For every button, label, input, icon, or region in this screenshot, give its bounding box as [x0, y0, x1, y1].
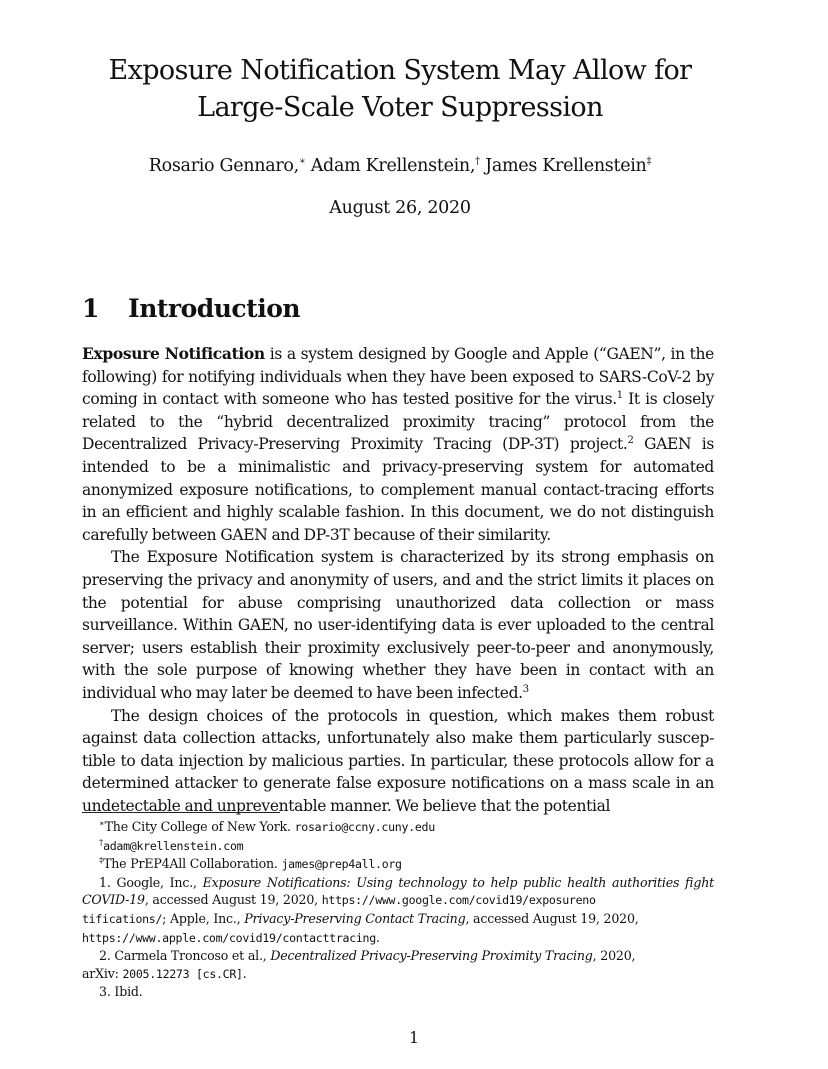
footnote-text: , accessed August 19, 2020, — [465, 910, 639, 926]
url-link[interactable]: https://www.google.com/covid19/exposureno — [321, 893, 596, 908]
footnote-ref-1[interactable]: 1 — [616, 390, 623, 402]
paragraph-text: The design choices of the protocols in question, which makes them robust against data collection attacks, unfortunately also make them particularly suscep-tible to data injection by malicious parties. In particular, these protocols allow for a determined attacker to generate false exposure notifications on a mass scale in an undetectable and unpreventable manner. We believe that the potential — [82, 706, 714, 815]
url-link[interactable]: https://www.apple.com/covid19/contacttracing — [82, 930, 376, 945]
footnote-ref-2[interactable]: 2 — [627, 435, 634, 447]
section-number: 1 — [82, 294, 99, 323]
footnote-text: Google, Inc., — [110, 874, 203, 890]
bold-term: Exposure Notification — [82, 344, 265, 363]
section-heading — [82, 292, 300, 326]
footnote-text: Carmela Troncoso et al., — [110, 948, 271, 964]
author-mark: ‡ — [646, 156, 652, 167]
footnote-mark: ‡ — [99, 856, 104, 867]
footnote-mark: † — [99, 837, 104, 848]
page-number: 1 — [409, 1029, 419, 1047]
email-link[interactable]: rosario@ccny.cuny.edu — [294, 820, 435, 834]
author-mark: ∗ — [298, 156, 306, 167]
paragraph-text: The Exposure Notification system is characterized by its strong emphasis on preserving the privacy and anonymity of users, and and the strict limits it places on the potential for abuse comprising unauthorized data collection or mass surveillance. Within GAEN, no user-identifying data is ever uploaded to the central server; users establish their proximity exclusively peer-to-peer and anonymously, with the sole purpose of knowing whether they have been in contact with an individual who may later be deemed to have been infected. — [82, 548, 714, 702]
author-name: Adam Krellenstein, — [310, 156, 476, 176]
cited-title: Decentralized Privacy-Preserving Proximity Tracing — [270, 948, 593, 964]
footnote-text: The PrEP4All Collaboration. — [103, 856, 282, 872]
footnote-2 — [82, 947, 714, 983]
author-mark: † — [475, 156, 480, 167]
footnote-1 — [82, 874, 714, 947]
footnote-affiliation-1 — [82, 818, 714, 837]
author-name: James Krellenstein — [485, 156, 647, 176]
section-body — [82, 343, 714, 817]
footnote-label: 2. — [99, 948, 111, 964]
footnote-affiliation-3 — [82, 855, 714, 874]
footnote-3 — [82, 983, 714, 1001]
footnote-text: The City College of New York. — [104, 819, 295, 834]
paragraph-2 — [82, 546, 714, 704]
arxiv-link[interactable]: 2005.12273 [cs.CR] — [122, 966, 243, 981]
url-link-cont[interactable]: tifications/ — [82, 911, 163, 926]
footnote-text: ; Apple, Inc., — [162, 910, 245, 926]
paragraph-text: GAEN is intended to be a minimalistic and privacy-preserving system for automated anonymized exposure notifications, to complement manual contact-tracing efforts in an efficient and highly scalable fashion. In this document, we do not distinguish carefully between GAEN and DP-3T because of their similarity. — [82, 435, 715, 544]
paper-date: August 26, 2020 — [329, 198, 471, 218]
footnote-text: , 2020, — [592, 948, 636, 964]
footnote-affiliation-2 — [82, 837, 714, 856]
paragraph-1 — [82, 343, 714, 546]
paper-title — [60, 52, 740, 126]
title-line-2: Large-Scale Voter Suppression — [197, 92, 603, 123]
author-name: Rosario Gennaro, — [148, 156, 299, 176]
footnote-text: Ibid. — [110, 984, 143, 1000]
cited-title: Privacy-Preserving Contact Tracing — [244, 910, 466, 926]
author-list — [60, 150, 740, 178]
paragraph-text: is a system designed by Google and Apple (“GAEN”, in the following) for notifying individuals when they have been exposed to SARS-CoV-2 by coming in contact with someone who has tested positive for the virus. — [82, 345, 714, 409]
paragraph-3 — [82, 705, 714, 818]
footnote-divider — [82, 812, 280, 813]
footnote-ref-3[interactable]: 3 — [522, 683, 529, 695]
footnote-mark: ∗ — [99, 819, 105, 829]
footnote-label: 1. — [99, 874, 111, 890]
footnote-text: , accessed August 19, 2020, — [144, 892, 322, 908]
cited-title: Exposure Notifications: Using technology to help public health authorities fight COVID-19 — [82, 874, 714, 908]
email-link[interactable]: james@prep4all.org — [281, 857, 402, 872]
footnote-text: . — [375, 929, 380, 945]
footnotes — [82, 818, 714, 1001]
footnote-label: 3. — [99, 984, 111, 1000]
paragraph-text: It is closely related to the “hybrid decentralized proximity tracing” protocol from the Decentralized Privacy-Preserving Proximity Tracing (DP-3T) project. — [82, 390, 714, 454]
section-title: Introduction — [128, 294, 301, 323]
footnote-text: arXiv: — [82, 965, 123, 981]
title-line-1: Exposure Notification System May Allow for — [108, 55, 692, 86]
email-link[interactable]: adam@krellenstein.com — [103, 838, 244, 853]
footnote-text: . — [242, 965, 247, 981]
